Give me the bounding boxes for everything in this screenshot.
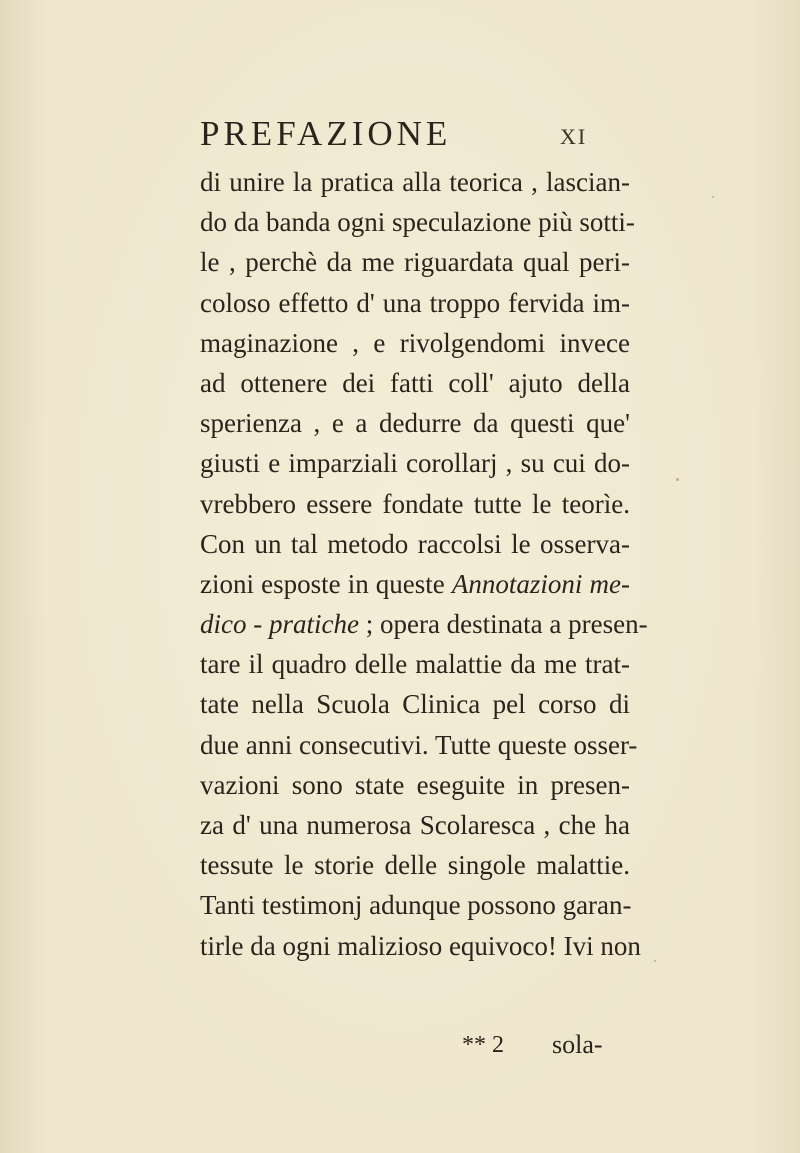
- text-line: giusti e imparziali corollarj , su cui do-: [200, 448, 630, 479]
- text-line: do da banda ogni speculazione più sotti-: [200, 207, 635, 238]
- signature-mark: ** 2: [462, 1032, 504, 1058]
- paper-speck: [712, 196, 714, 198]
- paper-speck: [654, 960, 656, 962]
- text-line: Tanti testimonj adunque possono garan-: [200, 890, 632, 921]
- text-line-mixed: [200, 564, 630, 604]
- italic-title-segment: Annotazioni me-: [451, 568, 631, 599]
- text-line: tessute le storie delle singole malattie.: [200, 850, 630, 881]
- text-line: tare il quadro delle malattie da me trat-: [200, 649, 630, 680]
- running-head: [0, 114, 800, 154]
- text-line: vrebbero essere fondate tutte le teorìe.: [200, 488, 630, 519]
- text-line: maginazione , e rivolgendomi invece: [200, 327, 630, 358]
- text-segment: ; opera destinata a presen-: [358, 609, 648, 640]
- text-line: za d' una numerosa Scolaresca , che ha: [200, 810, 630, 840]
- text-line: Con un tal metodo raccolsi le osserva-: [200, 528, 630, 559]
- text-line: sperienza , e a dedurre da questi que': [200, 408, 630, 439]
- body-text: [200, 162, 648, 966]
- text-line: le , perchè da me riguardata qual peri-: [200, 247, 630, 278]
- italic-title-segment: dico - pratiche: [200, 609, 359, 640]
- text-line-mixed: [200, 604, 648, 644]
- running-title: PREFAZIONE: [200, 114, 452, 153]
- text-line: tate nella Scuola Clinica pel corso di: [200, 689, 630, 720]
- page-number: XI: [560, 124, 588, 149]
- page-footer: [0, 1028, 800, 1068]
- text-line: vazioni sono state eseguite in presen-: [200, 769, 630, 800]
- catchword: sola-: [552, 1030, 603, 1059]
- text-line: ad ottenere dei fatti coll' ajuto della: [200, 367, 630, 398]
- text-segment: zioni esposte in queste: [200, 568, 445, 599]
- text-line: tirle da ogni malizioso equivoco! Ivi non: [200, 930, 641, 961]
- text-line: coloso effetto d' una troppo fervida im-: [200, 287, 630, 318]
- text-line: di unire la pratica alla teorica , lascian-: [200, 167, 630, 197]
- paper-speck: [676, 478, 679, 481]
- text-line: due anni consecutivi. Tutte queste osser-: [200, 729, 638, 760]
